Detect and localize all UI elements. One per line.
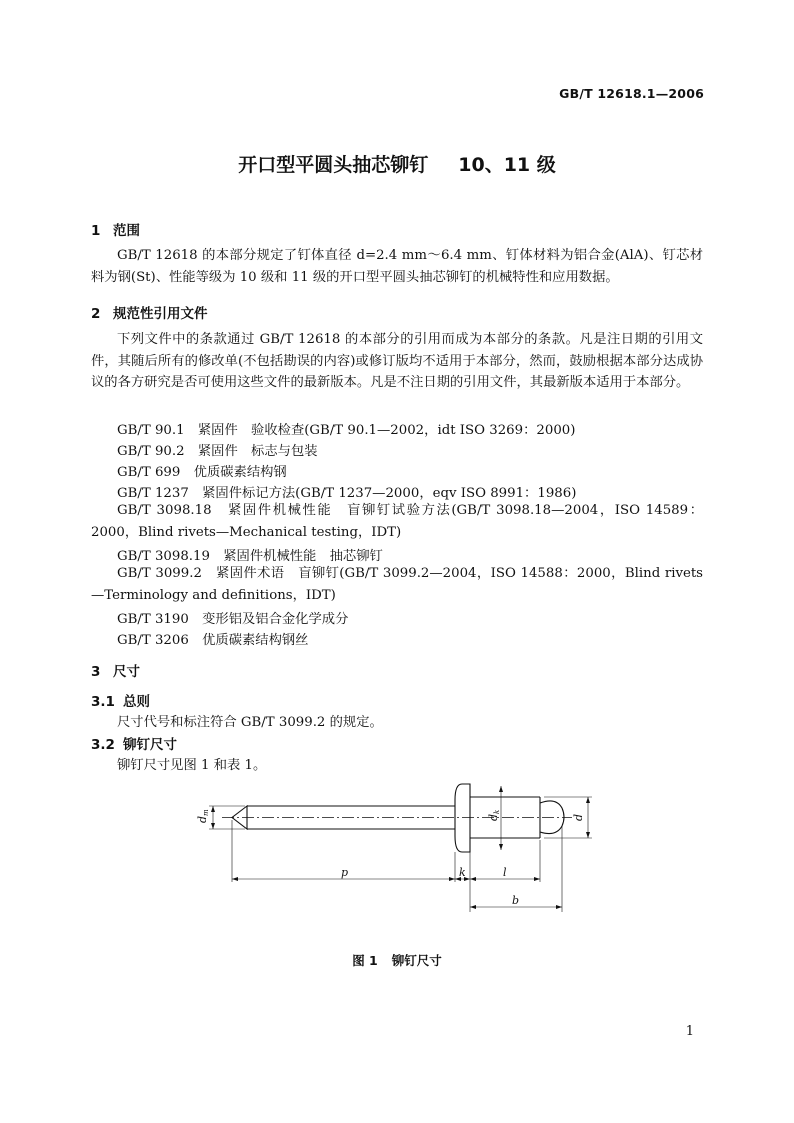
figure-caption: 图 1 铆钉尺寸 bbox=[352, 953, 442, 968]
label-b: b bbox=[512, 894, 520, 907]
rivet-figure bbox=[0, 770, 794, 950]
ref-item: GB/T 90.2 紧固件 标志与包装 bbox=[117, 444, 318, 459]
title-main: 开口型平圆头抽芯铆钉 bbox=[238, 154, 429, 176]
page-title bbox=[0, 150, 794, 177]
ref-item: GB/T 3206 优质碳素结构钢丝 bbox=[117, 633, 309, 648]
title-grade: 10、11 级 bbox=[458, 154, 556, 176]
section-3-1-heading: 3.1 总则 bbox=[91, 694, 150, 710]
section-1-heading: 1 范围 bbox=[91, 223, 140, 239]
ref-item: GB/T 3098.18 紧固件机械性能 盲铆钉试验方法(GB/T 3098.18—2004，ISO 14589：2000，Blind rivets—Mechanical testing，IDT) bbox=[91, 503, 703, 540]
section-2-heading: 2 规范性引用文件 bbox=[91, 306, 208, 322]
page-number: 1 bbox=[685, 1024, 694, 1039]
ref-item: GB/T 3190 变形铝及铝合金化学成分 bbox=[117, 612, 349, 627]
section-3-2-body: 铆钉尺寸见图 1 和表 1。 bbox=[117, 758, 267, 773]
ref-item: GB/T 1237 紧固件标记方法(GB/T 1237—2000，eqv ISO 8991：1986) bbox=[117, 486, 577, 501]
label-dk: dk bbox=[487, 809, 501, 821]
rivet-head bbox=[455, 784, 470, 852]
label-k: k bbox=[459, 866, 466, 879]
label-dm: dm bbox=[196, 809, 210, 823]
section-3-heading: 3 尺寸 bbox=[91, 664, 140, 680]
ref-item: GB/T 3098.19 紧固件机械性能 抽芯铆钉 bbox=[117, 549, 383, 564]
label-l: l bbox=[503, 866, 507, 879]
ref-item: GB/T 699 优质碳素结构钢 bbox=[117, 465, 287, 480]
section-3-2-heading: 3.2 铆钉尺寸 bbox=[91, 737, 177, 753]
standard-number: GB/T 12618.1—2006 bbox=[559, 86, 704, 101]
section-2-body: 下列文件中的条款通过 GB/T 12618 的本部分的引用而成为本部分的条款。凡是注日期的引用文件，其随后所有的修改单(不包括勘误的内容)或修订版均不适用于本部分，然而，鼓励根据本部分达成协议的各方研究是否可使用这些文件的最新版本。凡是不注日期的引用文件，其最新版本适用于本部分。 bbox=[91, 332, 703, 390]
label-d: d bbox=[572, 813, 585, 821]
section-3-1-body: 尺寸代号和标注符合 GB/T 3099.2 的规定。 bbox=[117, 715, 383, 730]
section-1-body: GB/T 12618 的本部分规定了钉体直径 d=2.4 mm～6.4 mm、钉体材料为铝合金(AlA)、钉芯材料为钢(St)、性能等级为 10 级和 11 级的开口型平圆头抽芯铆钉的机械特性和应用数据。 bbox=[91, 248, 703, 285]
ref-item: GB/T 90.1 紧固件 验收检查(GB/T 90.1—2002，idt ISO 3269：2000) bbox=[117, 423, 576, 438]
ref-item: GB/T 3099.2 紧固件术语 盲铆钉(GB/T 3099.2—2004，ISO 14588：2000，Blind rivets—Terminology and definitions，IDT) bbox=[91, 566, 703, 603]
label-p: p bbox=[341, 866, 349, 879]
